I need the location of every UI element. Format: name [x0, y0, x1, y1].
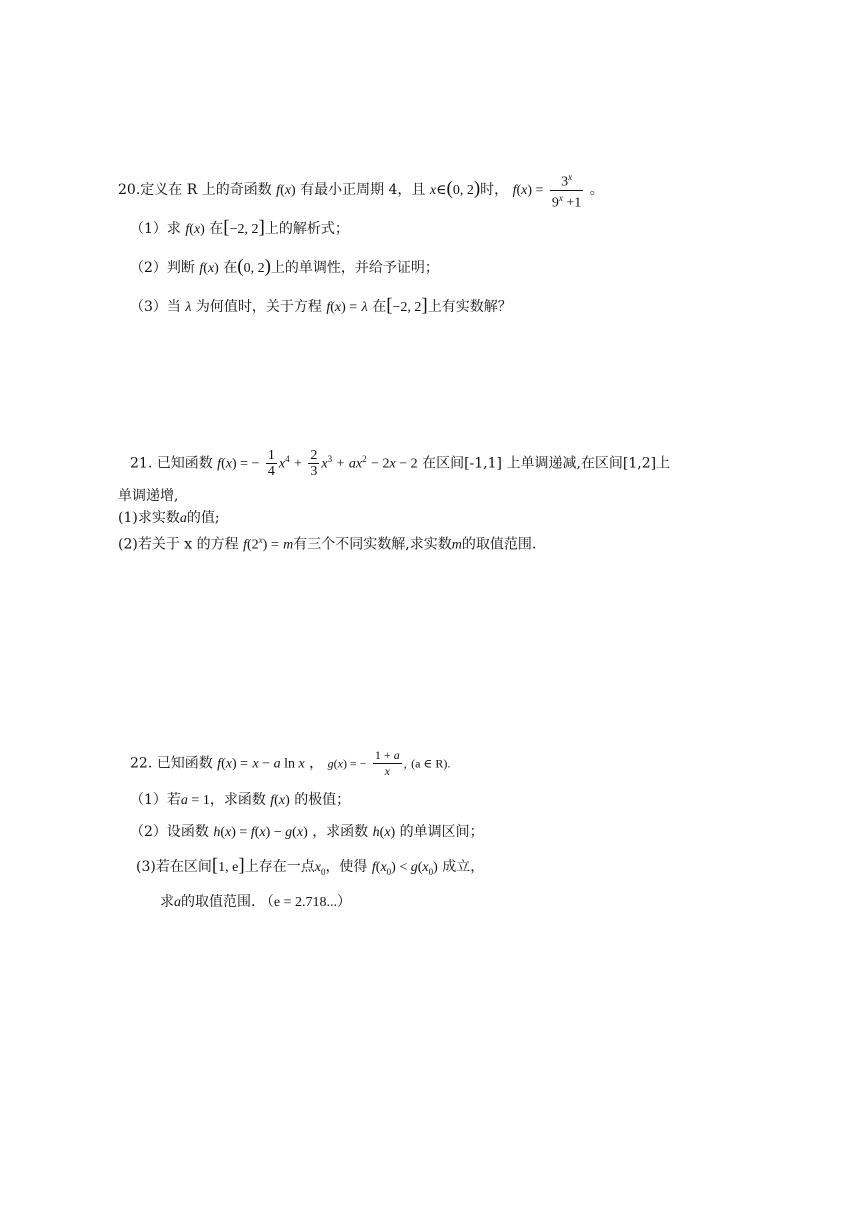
q20-stem-mid2: 时， [480, 182, 509, 199]
q20-fx: f [276, 183, 281, 199]
q20-stem: 20.定义在 R 上的奇函数 f(x) 有最小正周期 4，且 x∈(0, 2)时， f(x) = $\frac{3^x}{9^x +1}$ 。 [118, 172, 604, 211]
q22-part2: （2）设函数 h(x) = f(x) − g(x) ，求函数 h(x) 的单调区间； [130, 824, 484, 840]
q20-fraction: $\frac{3^x}{9^x +1}$ [551, 172, 582, 211]
q22-part3b: 求a的取值范围. （e = 2.718...） [160, 894, 352, 910]
q22-stem: 22. 已知函数 f(x) = x − a ln x ， g(x) = − $\frac{1 + a}{x}$ , (a ∈ R). [130, 748, 451, 778]
q20-part3: （3）当 λ 为何值时，关于方程 f(x) = λ 在[−2, 2]上有实数解？ [130, 295, 512, 316]
q21-part1: (1)求实数a的值; [118, 510, 220, 526]
q22-part1: （1）若a = 1，求函数 f(x) 的极值； [130, 792, 351, 808]
q21-stem: 21. 已知函数 f(x) = − $\frac{1}{4}$ $x^4$ + $\frac{2}{3}$ $x^3 + ax^2 - 2x - 2$ 在区间[-1,1] 上单调递减,在区间[1,2]上 [130, 448, 671, 479]
q20-part1: （1）求 f(x) 在[−2, 2]上的解析式； [130, 217, 349, 238]
q21-part2: (2)若关于 x 的方程 $f(2^x) = m$有三个不同实数解,求实数m的取值范围. [118, 535, 537, 553]
q20-part2: （2）判断 f(x) 在(0, 2)上的单调性，并给予证明； [130, 256, 439, 277]
q21-line2: 单调递增, [118, 488, 179, 504]
q20-stem-prefix: 20.定义在 R 上的奇函数 [118, 182, 272, 199]
q20-stem-end: 。 [589, 182, 604, 199]
q20-stem-mid1: 有最小正周期 4，且 [300, 182, 426, 199]
q22-part3: (3)若在区间[1, e]上存在一点$x_0$，使得 $f(x_0) < g(x_0)$ 成立， [136, 855, 485, 877]
